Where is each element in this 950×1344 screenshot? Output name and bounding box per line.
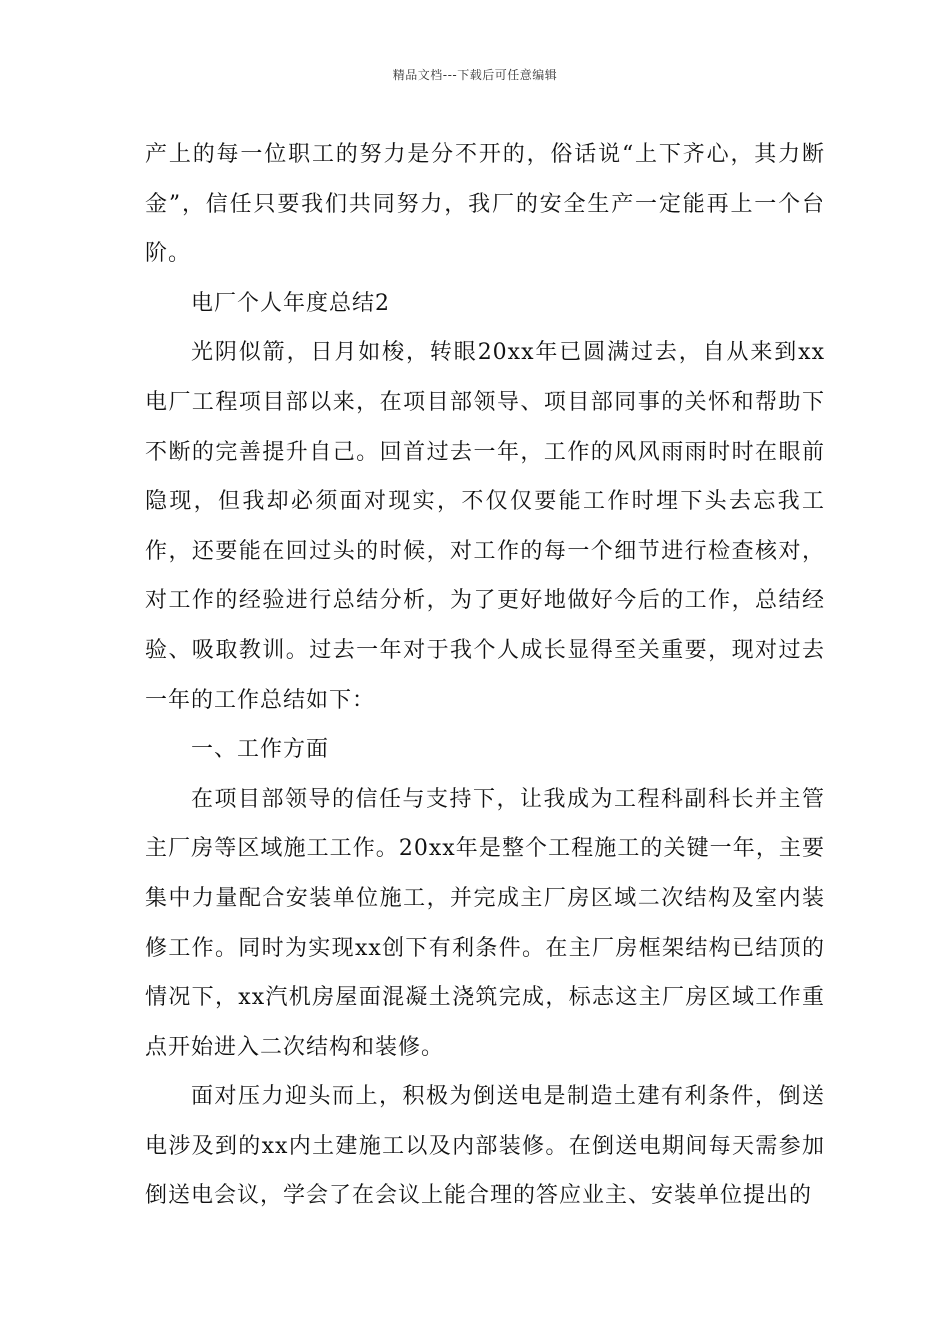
document-body [145,130,825,1221]
paragraph-work-2: 面对压力迎头而上，积极为倒送电是制造土建有利条件，倒送电涉及到的xx内土建施工以及内部装修。在倒送电期间每天需参加倒送电会议，学会了在会议上能合理的答应业主、安装单位提出的 [145,1084,825,1209]
section-title: 电厂个人年度总结2 [191,290,390,316]
paragraph-continuation: 产上的每一位职工的努力是分不开的，俗话说“上下齐心，其力断金”，信任只要我们共同努力，我厂的安全生产一定能再上一个台阶。 [145,142,825,267]
page-header: 精品文档---下载后可任意编辑 [392,68,558,82]
section-heading-work: 一、工作方面 [191,737,330,763]
paragraph-work-1: 在项目部领导的信任与支持下，让我成为工程科副科长并主管主厂房等区域施工工作。20xx年是整个工程施工的关键一年，主要集中力量配合安装单位施工，并完成主厂房区域二次结构及室内装修工作。同时为实现xx创下有利条件。在主厂房框架结构已结顶的情况下，xx汽机房屋面混凝土浇筑完成，标志这主厂房区域工作重点开始进入二次结构和装修。 [145,786,825,1060]
paragraph-intro: 光阴似箭，日月如梭，转眼20xx年已圆满过去，自从来到xx电厂工程项目部以来，在项目部领导、项目部同事的关怀和帮助下不断的完善提升自己。回首过去一年，工作的风风雨雨时时在眼前隐现，但我却必须面对现实，不仅仅要能工作时埋下头去忘我工作，还要能在回过头的时候，对工作的每一个细节进行检查核对，对工作的经验进行总结分析，为了更好地做好今后的工作，总结经验、吸取教训。过去一年对于我个人成长显得至关重要，现对过去一年的工作总结如下： [145,340,825,713]
